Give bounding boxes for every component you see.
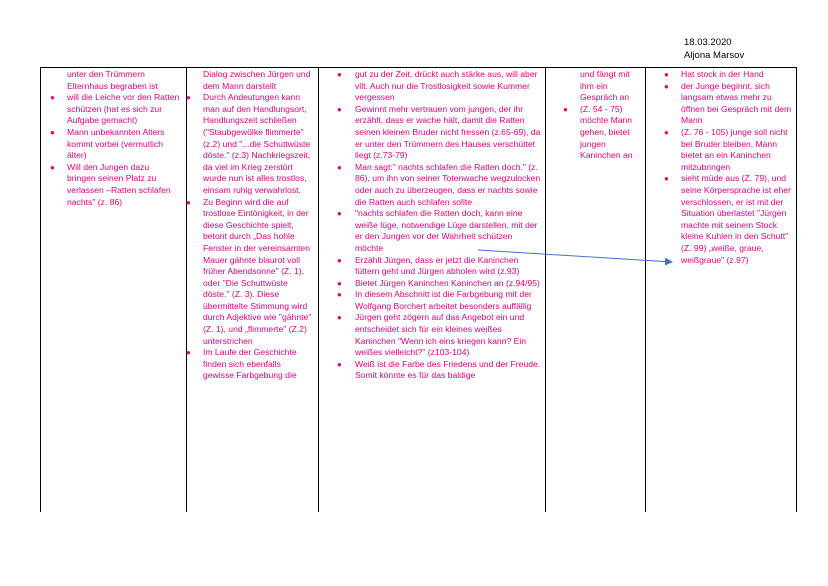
bullet-icon: ●	[337, 104, 342, 114]
bullet-icon: ●	[186, 197, 191, 207]
bullet-icon: ●	[186, 93, 191, 103]
bullet-icon: ●	[50, 127, 55, 137]
list-item: ● Gewinnt mehr vertrauen vom jungen, der ihr erzählt, dass er wache hält, damit die Ratten seinen kleinen Bruder nicht fressen (z.65-69), da er unter den Trümmern des Hauses verschüttet liegt (z.73-79)	[337, 103, 541, 161]
list-item: ● Zu Beginn wird die auf trostlose Eintönigkeit, in der diese Geschichte spielt, betont durch „Das hohle Fenster in der vereinsamten Mauer gähnte blaurot voll früher Abendsonne" (Z. 1), oder "Die Schuttwüste döste." (Z. 3). Diese übermittelte Stimmung wird durch Adjektive wie "gähnte" (Z. 1), und „flimmerte" (Z.2) unterstrichen	[186, 196, 312, 346]
list-item: ● Hat stock in der Hand	[664, 69, 764, 79]
list-item: ● (Z. 54 - 75) möchte Mann gehen, bietet jungen Kaninchen an	[563, 103, 633, 161]
list-item: ● sieht müde aus (Z. 79), und seine Körpersprache ist eher verschlossen, er ist mit der Situation überlastet "Jürgen machte mit seinem Stock kleine Kuhlen in den Schutt" (Z. 99) „weiße, graue, weißgraue" (z.97)	[664, 173, 791, 265]
list-item: ● Will den Jungen dazu bringen seinen Platz zu verlassen –Ratten schlafen nachts" (z. 86)	[50, 161, 171, 207]
list-item: ● Erzählt Jürgen, dass er jetzt die Kaninchen füttern geht und Jürgen abholen wird (z.93)	[337, 254, 520, 277]
bullet-icon: ●	[186, 348, 191, 358]
list-item: ● der Junge beginnt, sich langsam etwas mehr zu öffnen bei Gespräch mit dem Mann	[664, 80, 792, 126]
bullet-icon: ●	[50, 93, 55, 103]
list-item: ● Durch Andeutungen kann man auf den Handlungsort, Handlungszeit schließen ("Staubgewölke flimmerte" (z.2) und "...die Schuttwüste döste." (z.3) Nachkriegszeit, da viel im Krieg zerstört wurde nun ist alles trostlos, einsam ruhig verwahrlost.	[186, 92, 311, 195]
list-item: ● gut zu der Zeit, drückt auch stärke aus, will aber vllt. Auch nur die Trostlosigkeit sowie Kummer vergessen	[337, 69, 538, 103]
bullet-icon: ●	[664, 174, 669, 184]
bullet-icon: ●	[664, 127, 669, 137]
list-item: ● "nachts schlafen die Ratten doch, kann eine weiße lüge, notwendige Lüge darstellen, mit der er den Jungen vor der Wahrheit schützen möchte	[337, 208, 538, 253]
bullet-icon: ●	[337, 255, 342, 265]
column-4-intro: und fängt mit ihm ein Gespräch an	[580, 69, 630, 103]
column-1-intro: unter den Trümmern Elternhaus begraben ist	[67, 69, 158, 91]
bullet-icon: ●	[50, 162, 55, 172]
list-item: ● Bietet Jürgen Kaninchen Kaninchen an (z.94/95)	[337, 277, 540, 288]
date-text: 18.03.2020	[684, 37, 732, 48]
list-item: ● Im Laufe der Geschichte finden sich ebenfalls gewisse Farbgebung die	[186, 347, 297, 381]
list-item: ● In diesem Abschnitt ist die Farbgebung mit der Wolfgang Borchert arbeitet besonders auffällig	[337, 289, 532, 311]
bullet-icon: ●	[337, 278, 342, 288]
list-item: ● Jürgen geht zögern auf das Angebot ein und entscheidet sich für ein kleines weißes Kaninchen "Wenn ich eins kriegen kann? Ein weißes vielleicht?" (z103-104)	[337, 312, 527, 358]
bullet-icon: ●	[337, 70, 342, 79]
column-2-intro: Dialog zwischen Jürgen und dem Mann darstellt	[203, 69, 311, 91]
list-item: ● Man sagt:" nachts schlafen die Ratten doch." (z. 86), um ihn von seiner Totenwache wegzulocken oder auch zu überzeugen, dass er nachts sowie die Ratten auch schlafen sollte	[337, 161, 541, 207]
bullet-icon: ●	[337, 209, 342, 219]
bullet-icon: ●	[337, 290, 342, 300]
bullet-icon: ●	[337, 162, 342, 172]
list-item: ● Weiß ist die Farbe des Friedens und der Freude. Somit könnte es für das baldige	[337, 358, 541, 381]
list-item: ● (Z. 76 - 105) junge soll nicht bei Bruder bleiben, Mann bietet an ein Kaninchen mitzubringen	[664, 126, 788, 172]
author-name: Aljona Marsov	[684, 49, 745, 61]
list-item: ● will die Leiche vor den Ratten schützen (hat es sich zur Aufgabe gemacht)	[50, 92, 180, 126]
bullet-icon: ●	[563, 104, 568, 114]
bullet-icon: ●	[337, 359, 342, 369]
bullet-icon: ●	[337, 313, 342, 323]
bullet-icon: ●	[664, 81, 669, 91]
list-item: ● Mann unbekannten Alters kommt vorbei (vermutlich älter)	[50, 126, 165, 161]
bullet-icon: ●	[664, 70, 669, 79]
